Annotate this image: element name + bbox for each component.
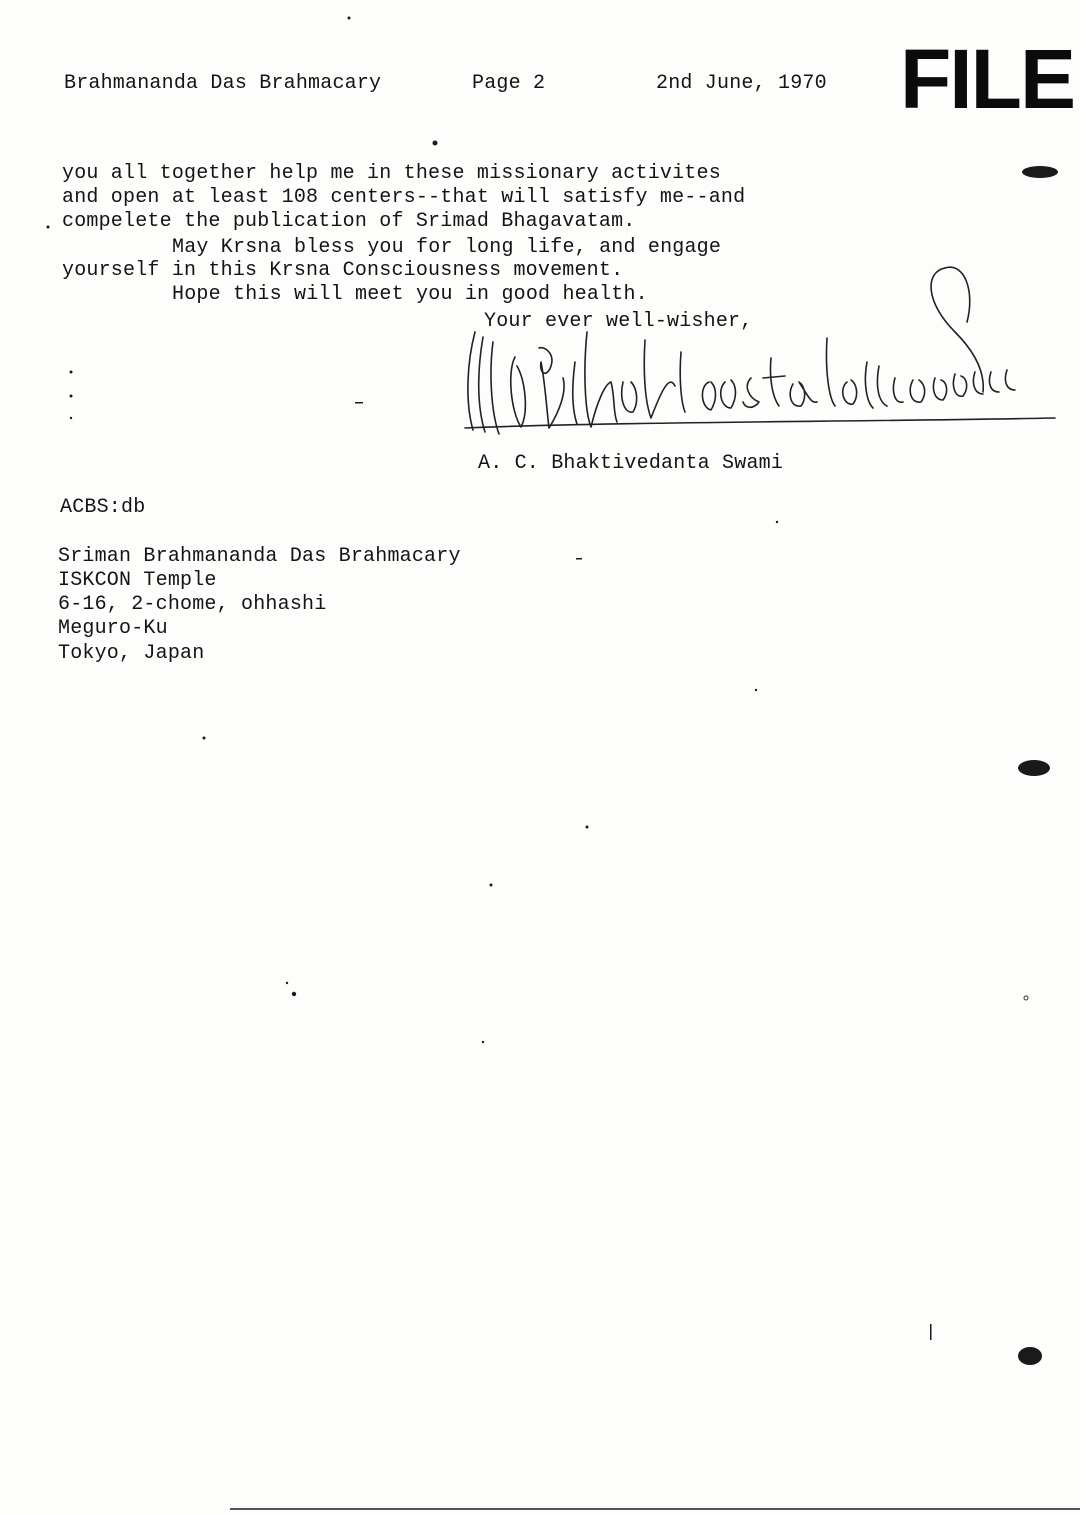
handwritten-signature	[455, 262, 1065, 442]
body-line: Hope this will meet you in good health.	[172, 283, 648, 306]
body-line: yourself in this Krsna Consciousness movement.	[62, 259, 624, 282]
address-line: ISKCON Temple	[58, 569, 217, 592]
body-line: you all together help me in these missionary activites	[62, 162, 721, 185]
address-line: Meguro-Ku	[58, 617, 168, 640]
body-line: and open at least 108 centers--that will satisfy me--and	[62, 186, 746, 209]
header-recipient: Brahmananda Das Brahmacary	[64, 72, 382, 95]
reference-initials: ACBS:db	[60, 496, 146, 519]
address-line: 6-16, 2-chome, ohhashi	[58, 593, 327, 616]
file-stamp: FILE	[900, 32, 1074, 126]
body-line: May Krsna bless you for long life, and engage	[172, 236, 722, 259]
header-date: 2nd June, 1970	[656, 72, 827, 95]
address-line: Sriman Brahmananda Das Brahmacary	[58, 545, 461, 568]
bottom-edge-line	[230, 1508, 1080, 1510]
body-line: compelete the publication of Srimad Bhagavatam.	[62, 210, 636, 233]
signatory-name: A. C. Bhaktivedanta Swami	[478, 452, 784, 475]
closing-line: Your ever well-wisher,	[484, 310, 753, 333]
address-line: Tokyo, Japan	[58, 642, 205, 665]
header-page-number: Page 2	[472, 72, 546, 95]
